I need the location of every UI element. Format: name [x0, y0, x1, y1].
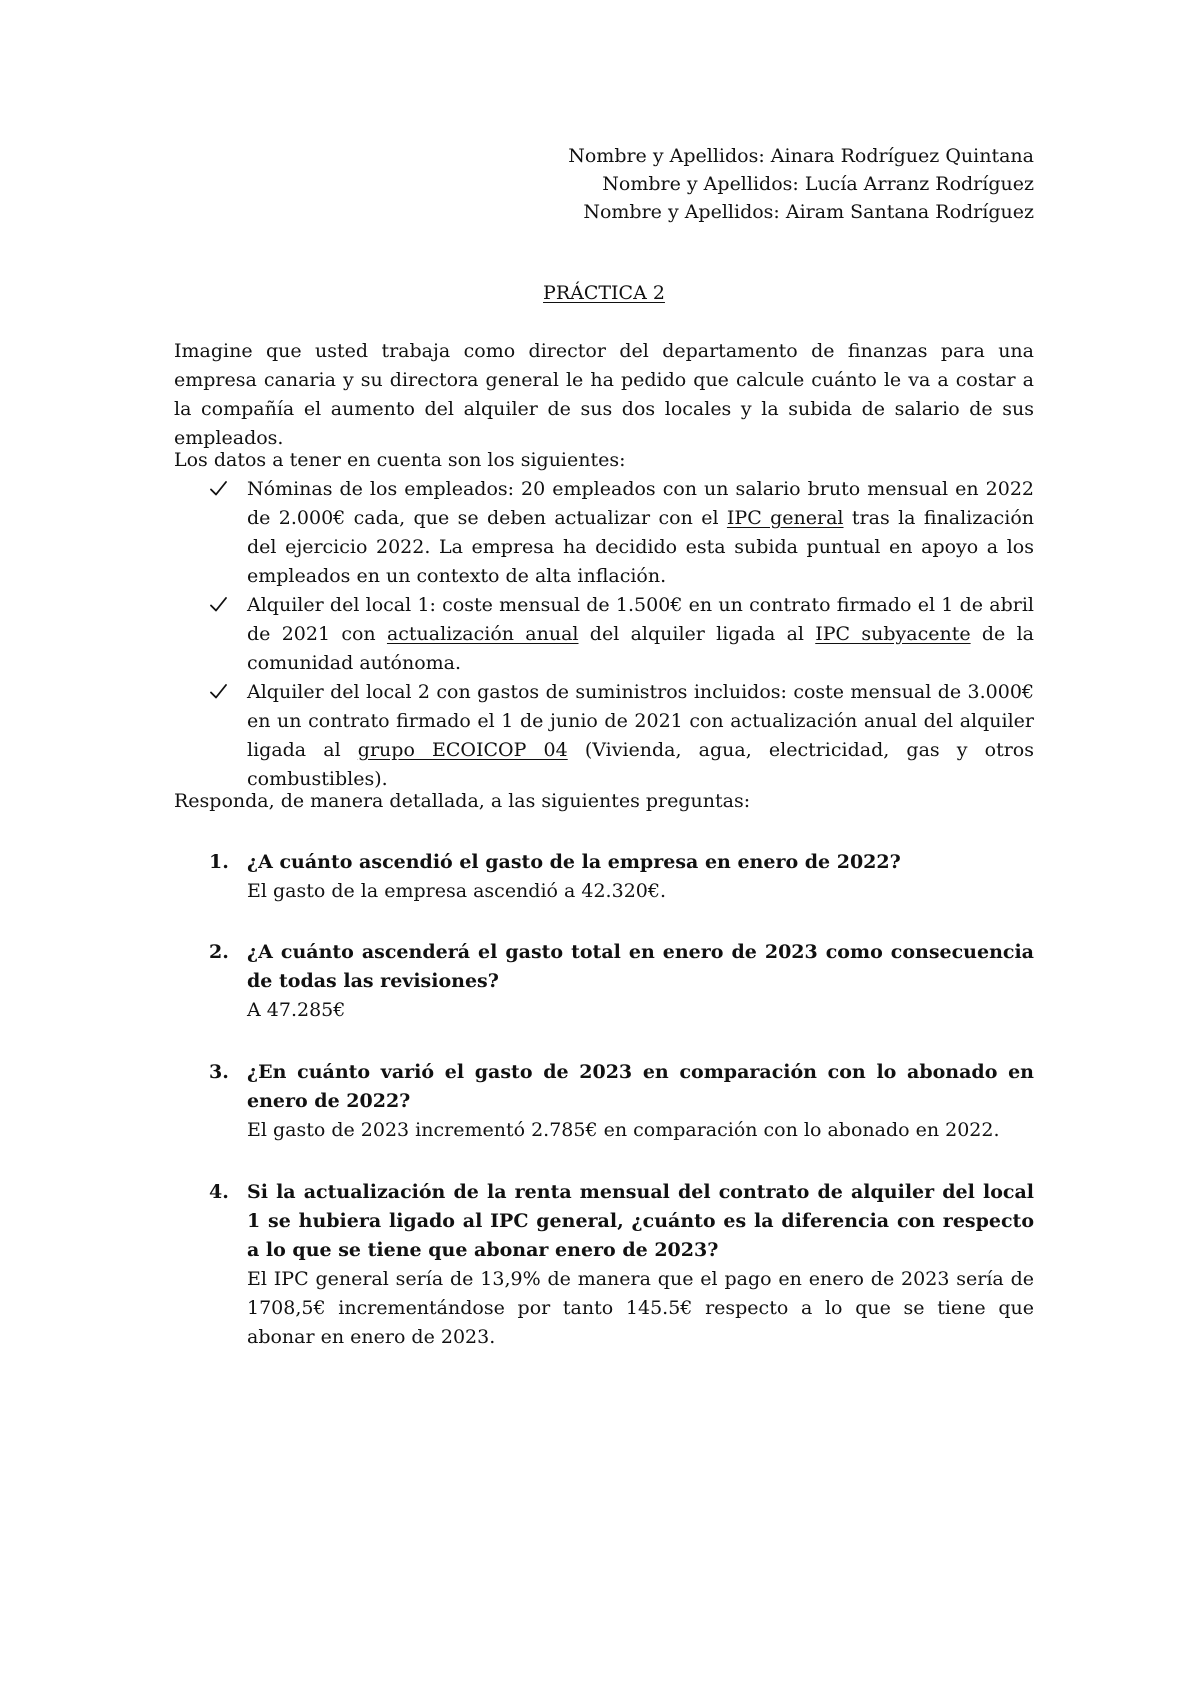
- answer-text: El gasto de la empresa ascendió a 42.320€.: [247, 880, 666, 902]
- item-text: del alquiler ligada al: [578, 623, 816, 645]
- data-checklist: [174, 475, 1034, 794]
- author-line: Nombre y Apellidos: Airam Santana Rodríguez: [583, 201, 1034, 223]
- ipc-general-term: IPC general: [726, 507, 844, 529]
- author-block: [568, 142, 1034, 226]
- checkmark-icon: [210, 678, 230, 707]
- ipc-subyacente-term: IPC subyacente: [815, 623, 971, 645]
- question-text: ¿A cuánto ascenderá el gasto total en enero de 2023 como consecuencia de todas las revisiones?: [247, 941, 1034, 992]
- question-number: 1.: [209, 851, 229, 873]
- question-item: [174, 938, 1034, 1025]
- annual-update-term: actualización anual: [386, 623, 579, 645]
- page-title: PRÁCTICA 2: [543, 282, 665, 304]
- checklist-item-payroll: [174, 475, 1034, 591]
- question-item: [174, 1178, 1034, 1352]
- answer-text: El gasto de 2023 incrementó 2.785€ en comparación con lo abonado en 2022.: [247, 1119, 1000, 1141]
- question-text: ¿A cuánto ascendió el gasto de la empresa en enero de 2022?: [247, 851, 901, 873]
- author-line: Nombre y Apellidos: Ainara Rodríguez Quintana: [568, 145, 1034, 167]
- question-item: [174, 1058, 1034, 1145]
- question-number: 4.: [209, 1181, 229, 1203]
- item-text: de la comunidad autónoma.: [247, 623, 1034, 674]
- author-line: Nombre y Apellidos: Lucía Arranz Rodríguez: [602, 173, 1034, 195]
- question-number: 2.: [209, 941, 229, 963]
- checkmark-icon: [210, 591, 230, 620]
- item-text: Alquiler del local 2 con gastos de suministros incluidos: coste mensual de 3.000€ en un contrato firmado el 1 de junio de 2021 con actualización anual del alquiler ligada al: [247, 681, 1034, 761]
- question-text: ¿En cuánto varió el gasto de 2023 en comparación con lo abonado en enero de 2022?: [247, 1061, 1034, 1112]
- item-text: (Vivienda, agua, electricidad, gas y otros combustibles).: [247, 739, 1034, 790]
- question-text: Si la actualización de la renta mensual del contrato de alquiler del local 1 se hubiera ligado al IPC general, ¿cuánto es la diferencia con respecto a lo que se tiene que abonar enero de 2023?: [247, 1181, 1034, 1261]
- ecoicop-group-term: grupo ECOICOP 04: [357, 739, 568, 761]
- checkmark-icon: [210, 475, 230, 504]
- questions-lead-text: Responda, de manera detallada, a las siguientes preguntas:: [174, 790, 751, 812]
- intro-paragraph: Imagine que usted trabaja como director del departamento de finanzas para una empresa canaria y su directora general le ha pedido que calcule cuánto le va a costar a la compañía el aumento del alquiler de sus dos locales y la subida de salario de sus empleados.: [174, 340, 1034, 449]
- answer-text: A 47.285€: [247, 999, 346, 1021]
- answer-text: El IPC general sería de 13,9% de manera que el pago en enero de 2023 sería de 1708,5€ incrementándose por tanto 145.5€ respecto a lo que se tiene que abonar en enero de 2023.: [247, 1268, 1034, 1348]
- question-number: 3.: [209, 1061, 229, 1083]
- data-lead-text: Los datos a tener en cuenta son los siguientes:: [174, 449, 626, 471]
- item-text: tras la finalización del ejercicio 2022. La empresa ha decidido esta subida puntual en apoyo a los empleados en un contexto de alta inflación.: [247, 507, 1034, 587]
- item-text: Nóminas de los empleados: 20 empleados con un salario bruto mensual en 2022 de 2.000€ cada, que se deben actualizar con el: [247, 478, 1034, 529]
- question-item: [174, 848, 1034, 906]
- item-text: Alquiler del local 1: coste mensual de 1.500€ en un contrato firmado el 1 de abril de 2021 con: [247, 594, 1034, 645]
- checklist-item-local-2: [174, 678, 1034, 794]
- checklist-item-local-1: [174, 591, 1034, 678]
